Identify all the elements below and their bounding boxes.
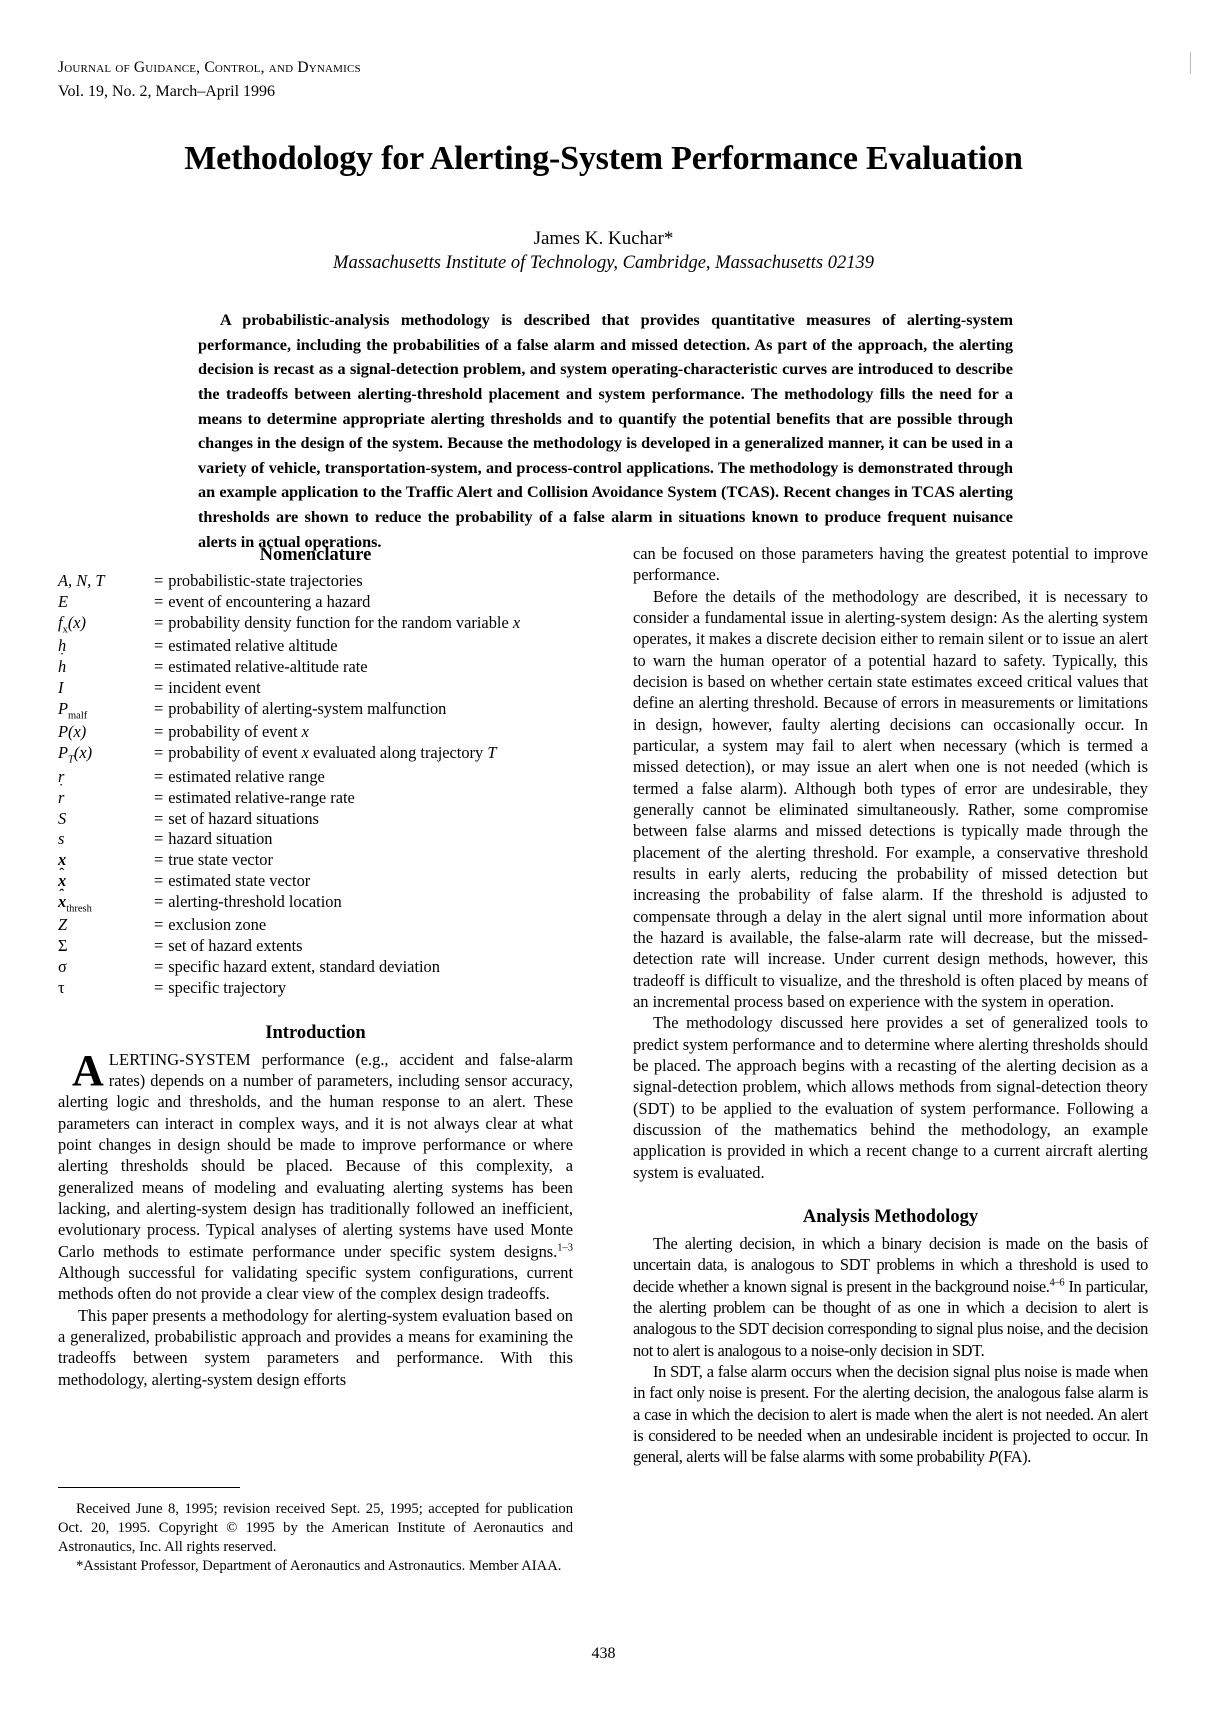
nomenclature-list	[58, 571, 573, 999]
nomenclature-symbol: A, N, T	[58, 571, 105, 591]
footnote-separator-rule	[58, 1487, 240, 1488]
introduction-heading: Introduction	[265, 1022, 366, 1043]
nomenclature-symbol: $P_T(x)$	[58, 743, 93, 766]
nomenclature-symbol: $f_x(x)$	[58, 612, 87, 635]
right-paragraph-before-details: Before the details of the methodology are described, it is necessary to consider a fundamental issue in alerting-system design: As the alerting system operates, it makes a discrete decision either to remain silent or to issue an alert to warn the human operator of a potential hazard to safety. Typically, this decision is based on whether certain state estimates exceed critical values that define an alerting threshold. Because of errors in measurements or limitations in design, however, faulty alerting decisions can occasionally occur. In particular, a system may fail to alert when necessary (which is termed a missed detection), or may issue an alert when one is not needed (which is termed a false alarm). Although both types of error are undesirable, they generally cannot be eliminated simultaneously. Rather, some compromise between false alarms and missed detections is typically made through the placement of the alerting threshold. For example, a conservative threshold results in early alerts, reducing the probability of missed detection but increasing the probability of false alarm. If the threshold is adjusted to compensate through a delay in the alert signal until more information about the hazard is available, the false-alarm rate will decrease, but the missed-detection rate will increase. Under current design methods, however, this tradeoff is difficult to visualize, and the threshold is often placed by means of an incremental process based on experience with the system in operation.	[633, 586, 1148, 1011]
nomenclature-row	[58, 871, 573, 892]
nomenclature-symbol: h	[58, 636, 67, 656]
volume-issue-date: Vol. 19, No. 2, March–April 1996	[58, 82, 276, 100]
analysis-paragraph-2	[633, 1361, 1148, 1468]
analysis-paragraph-2-head: In SDT, a false alarm occurs when the decision signal plus noise is made when in fact only noise is present. For the alerting decision, the analogous false alarm is a case in which the decision to alert is made when the alert is not needed. An alert is considered to be needed when an undesirable incident is projected to occur. In general, alerts will be false alarms with some probability	[633, 1361, 1148, 1467]
nomenclature-symbol: P(x)	[58, 722, 87, 742]
footnote-received-copyright: Received June 8, 1995; revision received Sept. 25, 1995; accepted for publication Oct. 20, 1995. Copyright © 1995 by the American Institute of Aeronautics and Astronautics, Inc. All rights reserved.	[58, 1501, 573, 1555]
nomenclature-row	[58, 829, 573, 850]
nomenclature-symbol: x	[58, 850, 67, 870]
nomenclature-definition: = specific trajectory	[154, 977, 287, 997]
nomenclature-row	[58, 699, 573, 723]
right-continued-paragraph: can be focused on those parameters having the greatest potential to improve performance.	[633, 544, 1148, 585]
nomenclature-symbol: x ˆ	[58, 871, 154, 892]
nomenclature-row	[58, 850, 573, 871]
nomenclature-definition: = probabilistic-state trajectories	[154, 571, 363, 591]
left-column	[58, 543, 573, 1390]
nomenclature-definition: = incident event	[154, 677, 261, 697]
nomenclature-symbol: x ˆ$_{thresh}$	[58, 892, 154, 916]
nomenclature-symbol: s	[58, 829, 65, 849]
nomenclature-row	[58, 767, 573, 788]
citation-ref-4-6: 4–6	[1049, 1277, 1065, 1289]
nomenclature-row	[58, 743, 573, 767]
nomenclature-definition: = estimated relative-range rate	[154, 787, 355, 807]
nomenclature-row	[58, 571, 573, 592]
nomenclature-symbol: Z	[58, 915, 68, 935]
abstract: A probabilistic-analysis methodology is described that provides quantitative measures of alerting-system performance, including the probabilities of a false alarm and missed detection. As part of the approach, the alerting decision is recast as a signal-detection problem, and system operating-characteristic curves are introduced to describe the tradeoffs between alerting-threshold placement and system performance. The methodology fills the need for a means to determine appropriate alerting thresholds and to quantify the potential benefits that are possible through changes in the design of the system. Because the methodology is developed in a generalized manner, it can be used in a variety of vehicle, transportation-system, and process-control applications. The methodology is demonstrated through an example application to the Traffic Alert and Collision Avoidance System (TCAS). Recent changes in TCAS alerting thresholds are shown to reduce the probability of a false alarm in situations known to produce frequent nuisance alerts in actual operations.	[198, 311, 1013, 551]
nomenclature-symbol: $P_{malf}$	[58, 698, 88, 722]
nomenclature-definition: = exclusion zone	[154, 915, 267, 935]
nomenclature-row	[58, 722, 573, 743]
nomenclature-definition: = alerting-threshold location	[154, 891, 342, 911]
nomenclature-definition: = true state vector	[154, 850, 273, 870]
nomenclature-row	[58, 936, 573, 957]
introduction-paragraph-2: This paper presents a methodology for alerting-system evaluation based on a generalized, probabilistic approach and provides a means for examining the tradeoffs between system parameters and performance. With this methodology, alerting-system design efforts	[58, 1305, 573, 1389]
intro-paragraph-1-tail: Although successful for validating specific system configurations, current methods often do not provide a clear view of the complex design tradeoffs.	[58, 1263, 573, 1304]
analysis-paragraph-1	[633, 1233, 1148, 1361]
nomenclature-row	[58, 978, 573, 999]
nomenclature-definition: = estimated relative altitude	[154, 636, 338, 656]
nomenclature-definition: = probability of alerting-system malfunction	[154, 698, 447, 718]
nomenclature-symbol: τ	[58, 977, 65, 997]
nomenclature-symbol: Σ	[58, 936, 68, 956]
nomenclature-symbol: r ˙	[58, 788, 154, 809]
nomenclature-symbol: S	[58, 808, 67, 828]
nomenclature-definition: = estimated relative range	[154, 766, 325, 786]
nomenclature-row	[58, 788, 573, 809]
nomenclature-definition: = hazard situation	[154, 829, 273, 849]
footnote-block	[58, 1500, 573, 1576]
scan-corner-mark	[1190, 52, 1191, 74]
intro-smallcaps-lead: LERTING-SYSTEM	[108, 1049, 251, 1069]
nomenclature-heading: Nomenclature	[259, 545, 372, 565]
citation-ref-1-3: 1–3	[557, 1242, 573, 1254]
nomenclature-row	[58, 657, 573, 678]
nomenclature-row	[58, 892, 573, 916]
page-title: Methodology for Alerting-System Performance Evaluation	[184, 140, 1023, 177]
nomenclature-row	[58, 809, 573, 830]
journal-name: Journal of Guidance, Control, and Dynamics	[58, 59, 361, 76]
nomenclature-definition: = probability of event x	[154, 722, 309, 742]
nomenclature-symbol: E	[58, 591, 69, 611]
nomenclature-definition: = probability of event x evaluated along trajectory T	[154, 743, 497, 763]
analysis-paragraph-2-tail: (FA).	[997, 1447, 1031, 1467]
nomenclature-definition: = event of encountering a hazard	[154, 591, 371, 611]
author-name: James K. Kuchar*	[533, 228, 674, 249]
right-paragraph-methodology: The methodology discussed here provides a set of generalized tools to predict system performance and to determine where alerting thresholds should be placed. The approach begins with a recasting of the alerting decision as a signal-detection problem, which allows methods from signal-detection theory (SDT) to be applied to the evaluation of system performance. Following a discussion of the mathematics behind the methodology, an example application is provided in which a recent change to a current aircraft alerting system is evaluated.	[633, 1013, 1148, 1182]
probability-symbol: P	[988, 1447, 998, 1467]
author-affiliation: Massachusetts Institute of Technology, Cambridge, Massachusetts 02139	[333, 253, 874, 273]
nomenclature-symbol: h ˙	[58, 657, 154, 678]
introduction-paragraph-1	[58, 1045, 573, 1305]
nomenclature-row	[58, 613, 573, 637]
nomenclature-row	[58, 915, 573, 936]
drop-cap-letter: A	[72, 1045, 104, 1095]
nomenclature-definition: = specific hazard extent, standard deviation	[154, 957, 440, 977]
nomenclature-symbol: I	[58, 677, 64, 697]
analysis-paragraph-1-tail: In particular, the alerting problem can be thought of as one in which a decision to alert is analogous to the SDT decision corresponding to signal plus noise, and the decision not to alert is analogous to a noise-only decision in SDT.	[633, 1276, 1148, 1360]
running-head	[58, 58, 758, 103]
nomenclature-symbol: σ	[58, 957, 67, 977]
nomenclature-symbol: r	[58, 766, 65, 786]
nomenclature-row	[58, 592, 573, 613]
nomenclature-definition: = set of hazard situations	[154, 808, 319, 828]
analysis-paragraph-1-head: The alerting decision, in which a binary decision is made on the basis of uncertain data, is analogous to SDT problems in which a threshold is used to decide whether a known signal is present in the background noise.	[633, 1233, 1148, 1296]
intro-paragraph-1-body: performance (e.g., accident and false-alarm rates) depends on a number of parameters, including sensor accuracy, alerting logic and thresholds, and the human response to an alert. These parameters can interact in complex ways, and it is not always clear at what point changes in design should be made to improve performance or where alerting thresholds should be placed. Because of this complexity, a generalized means of modeling and evaluating alerting systems has been lacking, and alerting-system design has traditionally followed an inefficient, evolutionary process. Typical analyses of alerting systems have used Monte Carlo methods to estimate performance under specific system designs.	[58, 1049, 573, 1261]
page-number: 438	[591, 1645, 616, 1662]
nomenclature-definition: = set of hazard extents	[154, 936, 303, 956]
nomenclature-definition: = estimated relative-altitude rate	[154, 657, 368, 677]
nomenclature-row	[58, 678, 573, 699]
footnote-author-note: *Assistant Professor, Department of Aeronautics and Astronautics. Member AIAA.	[76, 1557, 562, 1574]
analysis-methodology-heading: Analysis Methodology	[802, 1206, 979, 1227]
nomenclature-definition: = probability density function for the random variable x	[154, 612, 521, 632]
right-column	[633, 543, 1148, 1468]
nomenclature-row	[58, 636, 573, 657]
nomenclature-definition: = estimated state vector	[154, 870, 311, 890]
nomenclature-row	[58, 957, 573, 978]
